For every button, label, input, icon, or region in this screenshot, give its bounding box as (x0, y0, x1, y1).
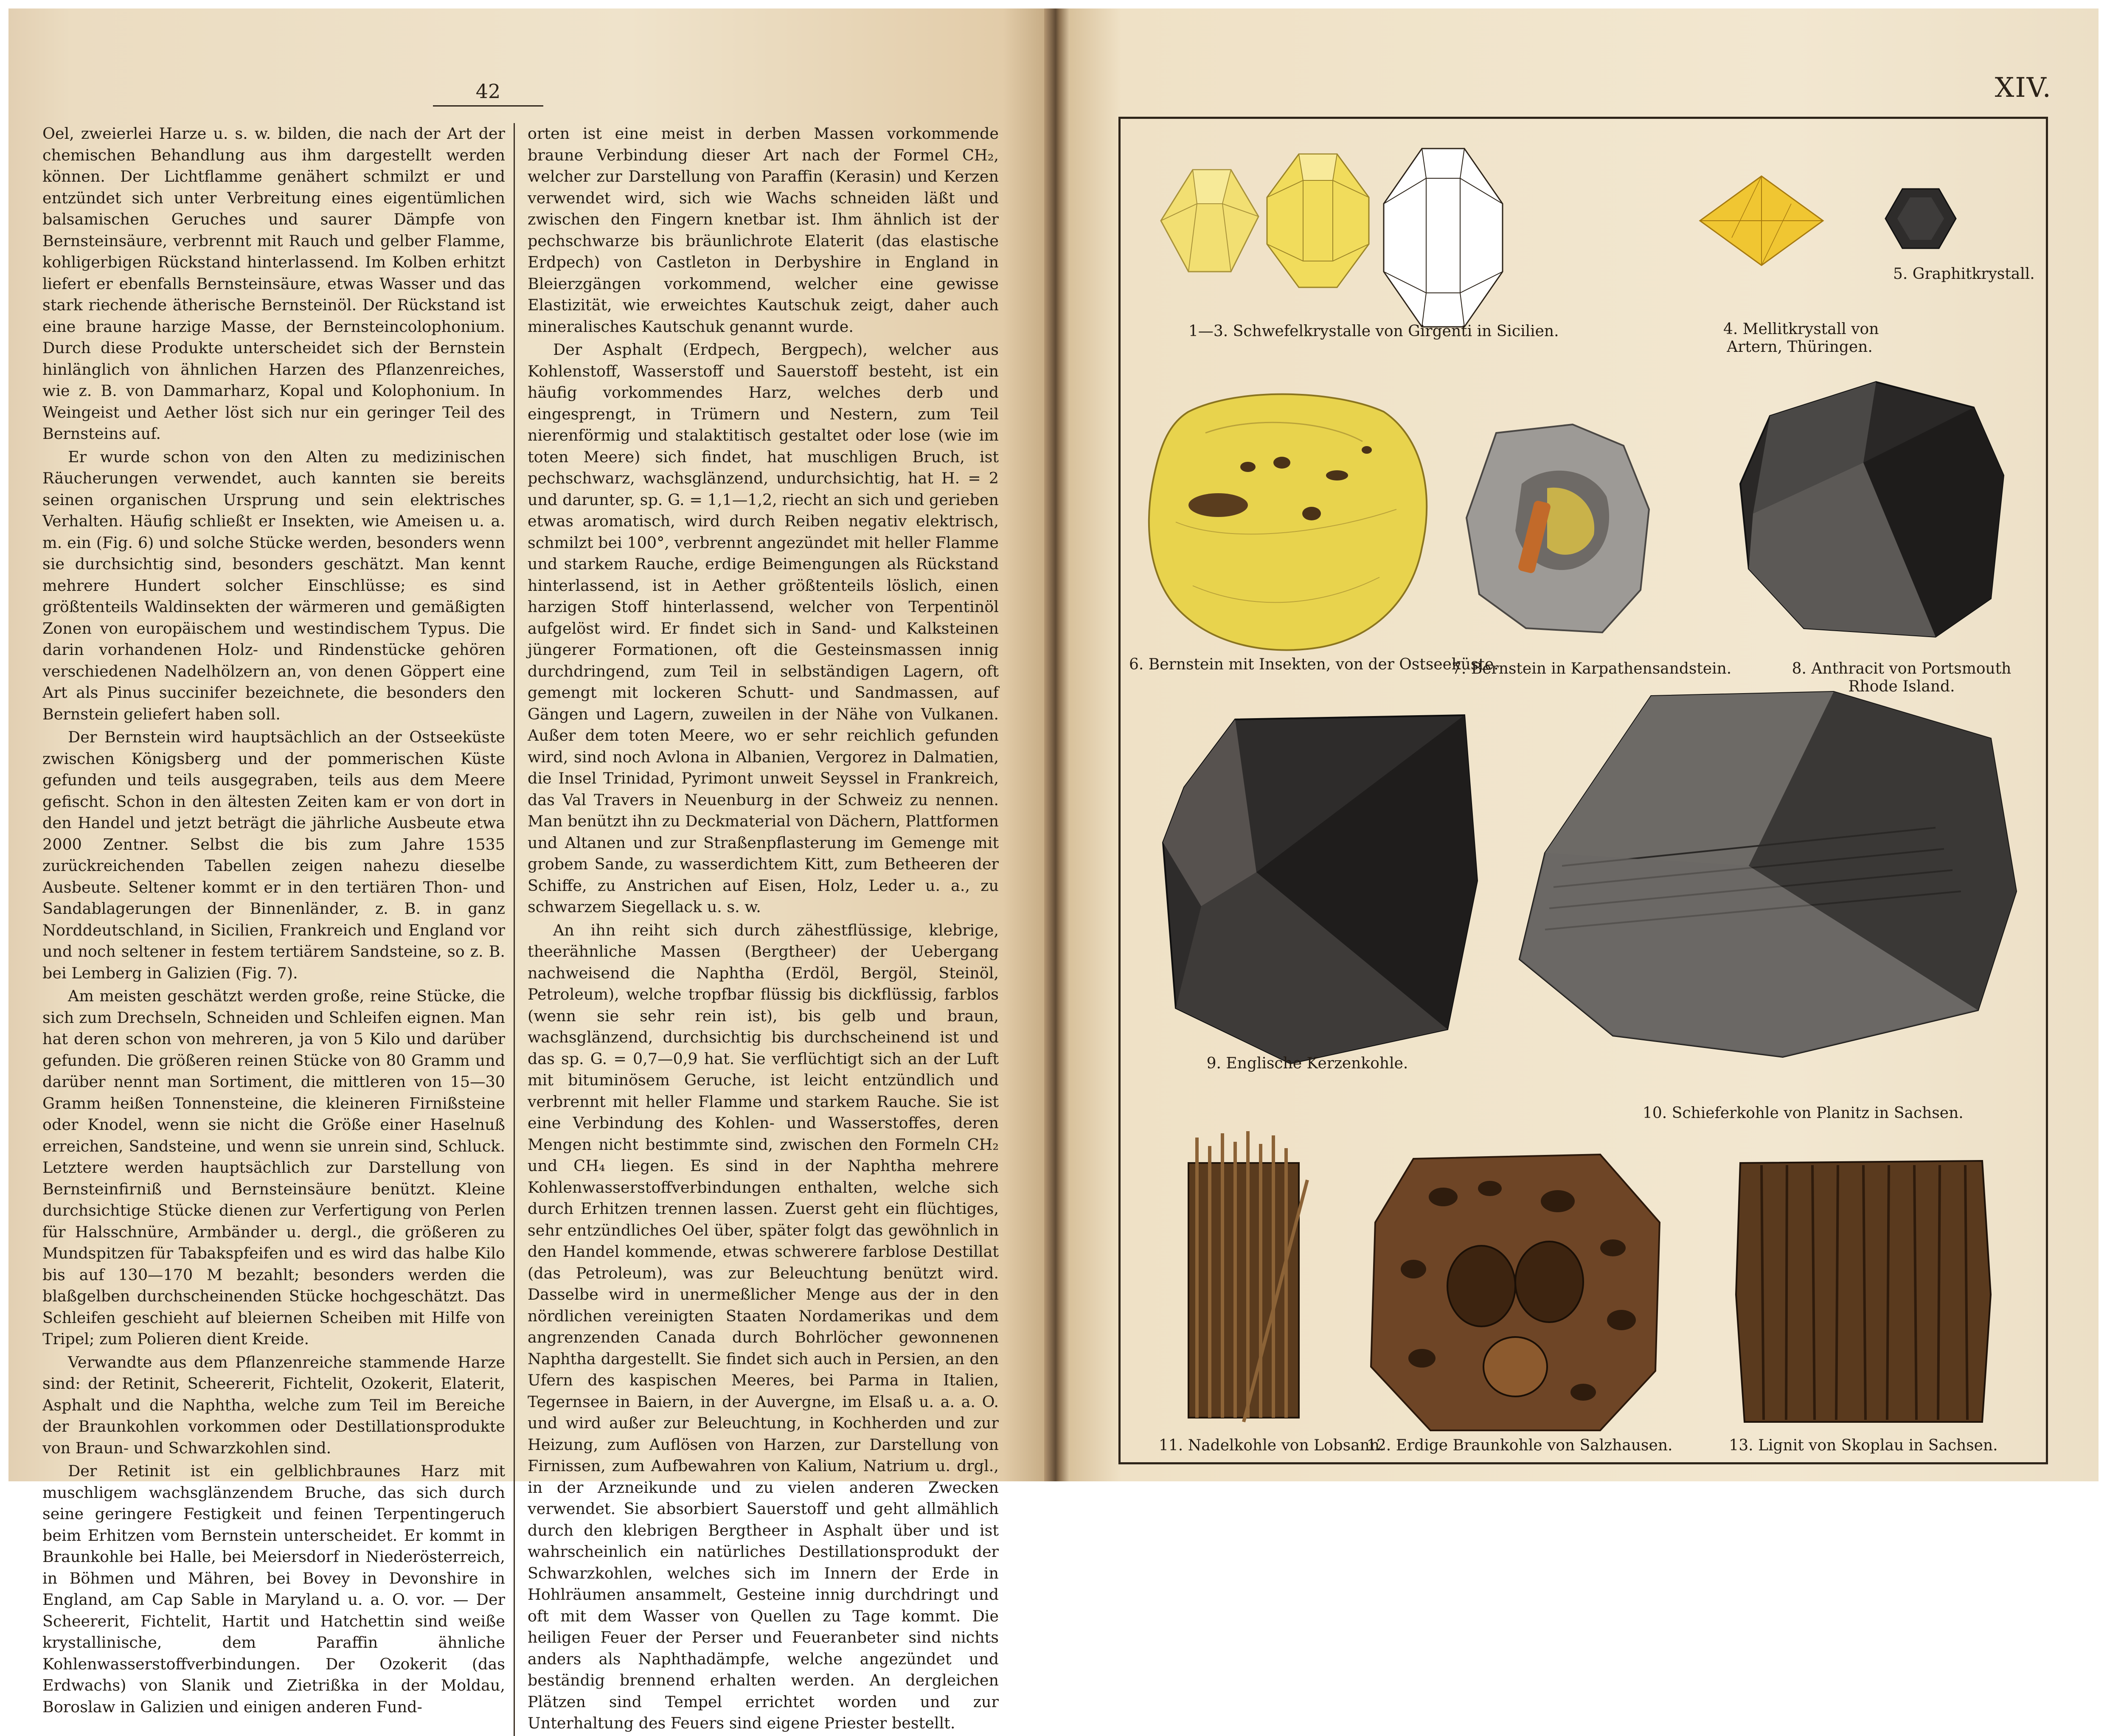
book-spread (8, 8, 2099, 1732)
sulfur-crystal-3-outline-illustration (1379, 144, 1507, 331)
slate-coal-illustration (1511, 688, 2020, 1061)
paragraph: Oel, zweierlei Harze u. s. w. bilden, die nach der Art der chemischen Behandlung aus ihm dargestellt werden können. Der Lichtflamme genähert schmilzt er und entzündet sich unter Verbreitung eines eigentümlichen balsamischen Geruches und saurer Dämpfe von Bernsteinsäure, verbrennt mit Rauch und gelber Flamme, kohligerbigen Rückstand hinterlassend. Im Kolben erhitzt liefert er ebenfalls Bernsteinsäure, etwas Wasser und das stark riechende ätherische Bernsteinöl. Der Rückstand ist eine braune harzige Masse, der Bernsteincolophonium. Durch diese Produkte unterscheidet sich der Bernstein hinlänglich von ähnlichen Harzen des Pflanzenreiches, wie z. B. von Dammarharz, Kopal und Kolophonium. In Weingeist und Aether löst sich nur ein geringer Teil des Bernsteins auf. (42, 124, 505, 443)
caption-fig8-line2: Rhode Island. (1848, 678, 1955, 695)
left-page (8, 8, 1044, 1732)
amber-in-sandstone-illustration (1462, 420, 1653, 637)
caption-fig9: 9. Englische Kerzenkohle. (1206, 1055, 1408, 1072)
mellite-crystal-illustration (1698, 174, 1825, 267)
paragraph: Der Retinit ist ein gelblichbraunes Harz mit muschligem wachsglänzendem Bruche, das sich durch seine geringere Festigkeit und feinen Terpentingeruch beim Erhitzen vom Bernstein unterscheidet. Er kommt in Braunkohle bei Halle, bei Meiersdorf in Niederösterreich, in Böhmen und Mähren, bei Bovey in Devonshire in England, am Cap Sable in Maryland u. a. O. vor. — Der Scheererit, Fichtelit, Hartit und Hatchettin sind weiße krystallinische, dem Paraffin ähnliche Kohlenwasserstoffverbindungen. Der Ozokerit (das Erdwachs) von Slanik und Zietrißka in der Moldau, Boroslaw in Galizien und einigen anderen Fund- (42, 1462, 505, 1716)
sulfur-crystal-1-illustration (1159, 166, 1261, 276)
needle-coal-illustration (1180, 1129, 1320, 1426)
plate-frame (1118, 117, 2048, 1464)
caption-fig1-3: 1—3. Schwefelkrystalle von Girgenti in Sicilien. (1188, 323, 1559, 340)
paragraph: orten ist eine meist in derben Massen vorkommende braune Verbindung dieser Art nach der Formel CH₂, welcher zur Darstellung von Paraffin (Kerasin) und Kerzen verwendet wird, sich wie Wachs schneiden läßt und zwischen den Fingern knetbar ist. Ihm ähnlich ist der pechschwarze bis bräunlichrote Elaterit (das elastische Erdpech) von Castleton in Derbyshire in England in Bleierzgängen vorkommend, welcher eine gewisse Elastizität, wie erweichtes Kautschuk zeigt, daher auch mineralisches Kautschuk genannt wurde. (528, 124, 999, 336)
paragraph: Der Bernstein wird hauptsächlich an der Ostseeküste zwischen Königsberg und der pommerischen Küste gefunden und teils ausgegraben, teils aus dem Meere gefischt. Schon in den ältesten Zeiten kam er von dort in den Handel und jetzt beträgt die jährliche Ausbeute etwa 2000 Zentner. Selbst die bis zum Jahre 1535 zurückreichenden Tabellen zeigen nahezu dieselbe Ausbeute. Seltener kommt er in den tertiären Thon- und Sandablagerungen der Binnenländer, z. B. in ganz Norddeutschland, in Sicilien, Frankreich und England vor und noch seltener in festem tertiärem Sandsteine, so z. B. bei Lemberg in Galizien (Fig. 7). (42, 728, 505, 982)
caption-fig10: 10. Schieferkohle von Planitz in Sachsen. (1643, 1104, 1964, 1122)
book-gutter (1044, 8, 1070, 1481)
paragraph: Er wurde schon von den Alten zu medizinischen Räucherungen verwendet, auch kannten sie bereits seinen organischen Ursprung und sein elektrisches Verhalten. Häufig schließt er Insekten, wie Ameisen u. a. m. ein (Fig. 6) und solche Stücke werden, besonders wenn sie durchsichtig sind, besonders geschätzt. Man kennt mehrere Hundert solcher Einschlüsse; es sind größtenteils Waldinsekten der wärmeren und gemäßigten Zonen von europäischem und westindischem Typus. Die darin vorhandenen Holz- und Rindenstücke gehören verschiedenen Nadelhölzern an, von denen Göppert eine Art als Pinus succinifer bezeichnete, die besonders den Bernstein geliefert haben soll. (42, 447, 505, 723)
caption-fig8-line1: 8. Anthracit von Portsmouth (1792, 660, 2011, 677)
caption-fig12: 12. Erdige Braunkohle von Salzhausen. (1367, 1437, 1673, 1454)
sulfur-crystal-2-illustration (1265, 151, 1371, 291)
page-number: 42 (433, 80, 543, 107)
anthracite-illustration (1736, 378, 2008, 641)
graphite-crystal-illustration (1885, 187, 1957, 250)
paragraph: Verwandte aus dem Pflanzenreiche stammende Harze sind: der Retinit, Scheererit, Fichtelit, Ozokerit, Elaterit, Asphalt und die Naphtha, welche zum Teil im Bereiche der Braunkohlen vorkommen oder Destillationsprodukte von Braun- und Schwarzkohlen sind. (42, 1353, 505, 1457)
amber-with-insects-illustration (1142, 382, 1435, 654)
caption-fig5: 5. Graphitkrystall. (1893, 265, 2035, 283)
caption-fig7: 7. Bernstein in Karpathensandstein. (1452, 660, 1732, 677)
lignite-illustration (1732, 1155, 1995, 1426)
paragraph: An ihn reiht sich durch zähestflüssige, klebrige, theerähnliche Massen (Bergtheer) der Uebergang nachweisend die Naphtha (Erdöl, Bergöl, Steinöl, Petroleum), welche tropfbar flüssig bis dickflüssig, farblos (wenn sie sehr rein ist), bis gelb und braun, wachsglänzend, durchsichtig bis durchscheinend ist und das sp. G. = 0,7—0,9 hat. Sie verflüchtigt sich an der Luft mit bituminösem Geruche, ist leicht entzündlich und verbrennt mit heller Flamme und starkem Rauche. Sie ist eine Verbindung des Kohlen- und Wasserstoffes, deren Mengen nicht bestimmte sind, zwischen den Formeln CH₂ und CH₄ liegen. Es sind in der Naphtha mehrere Kohlenwasserstoffverbindungen enthalten, welche sich durch Erhitzen trennen lassen. Zuerst geht ein flüchtiges, sehr entzündliches Oel über, später folgt das gewöhnlich in den Handel kommende, etwas schwerere farblose Destillat (das Petroleum), was zur Beleuchtung benützt wird. Dasselbe wird in unermeßlicher Menge aus der in den nördlichen vereinigten Staaten Nordamerikas und dem angrenzenden Canada durch Bohrlöcher gewonnenen Naphtha dargestellt. Sie findet sich auch in Persien, an den Ufern des kaspischen Meeres, bei Parma in Italien, Tegernsee in Baiern, in der Auvergne, im Elsaß u. a. a. O. und wird außer zur Beleuchtung, in Kochherden und zur Heizung, zum Auflösen von Harzen, zur Darstellung von Firnissen, zum Aufbewahren von Kalium, Natrium u. drgl., in der Arzneikunde und zu vielen anderen Zwecken verwendet. Sie absorbiert Sauerstoff und geht allmählich durch den klebrigen Bergtheer in Asphalt über und ist wahrscheinlich ein natürliches Destillationsprodukt der Schwarzkohlen, welches sich im Innern der Erde in Hohlräumen ansammelt, Gesteine innig durchdringt und oft mit dem Wasser von Quellen zu Tage kommt. Die heiligen Feuer der Perser und Feueranbeter sind nichts anders als Naphthadämpfe, welche angezündet und beständig brennend erhalten werden. An dergleichen Plätzen sind Tempel errichtet worden und zur Unterhaltung des Feuers sind eigene Priester bestellt. (528, 921, 999, 1732)
caption-fig11: 11. Nadelkohle von Lobsann. (1159, 1437, 1385, 1454)
text-column-right (514, 123, 999, 1736)
paragraph: Am meisten geschätzt werden große, reine Stücke, die sich zum Drechseln, Schneiden und Schleifen eignen. Man hat deren schon von mehreren, ja von 5 Kilo und darüber gefunden. Die größeren reinen Stücke von 80 Gramm und darüber nennt man Sortiment, die mittleren von 15—30 Gramm heißen Tonnensteine, die kleineren Firnißsteine oder Knodel, wenn sie nicht die Größe einer Haselnuß erreichen, Sandsteine, und wenn sie unrein sind, Schluck. Letztere werden hauptsächlich zur Darstellung von Bernsteinfirniß und Bernsteinsäure benützt. Kleine durchsichtige Stücke dienen zur Verfertigung von Perlen für Halsschnüre, Armbänder u. dergl., die größeren zu Mundspitzen für Tabakspfeifen und es wird das halbe Kilo bis auf 130—170 M bezahlt; besonders werden die blaßgelben durchscheinenden Stücke hochgeschätzt. Das Schleifen geschieht auf bleiernen Scheiben mit Hilfe von Tripel; zum Polieren dient Kreide. (42, 987, 505, 1348)
caption-fig4-line2: Artern, Thüringen. (1727, 338, 1873, 356)
right-page-plate (1070, 8, 2099, 1481)
caption-fig4-line1: 4. Mellitkrystall von (1723, 320, 1879, 338)
earthy-brown-coal-illustration (1363, 1142, 1668, 1435)
cannel-coal-illustration (1150, 702, 1481, 1067)
paragraph: Der Asphalt (Erdpech, Bergpech), welcher aus Kohlenstoff, Wasserstoff und Sauerstoff besteht, ist ein häufig vorkommendes Harz, welches derb und eingesprengt, in Trümern und Nestern, zum Teil nierenförmig und stalaktitisch gestaltet oder lose (wie im toten Meere) sich findet, hat muschligen Bruch, ist pechschwarz, wachsglänzend, undurchsichtig, hat H. = 2 und darunter, sp. G. = 1,1—1,2, riecht an sich und gerieben etwas aromatisch, wird durch Reiben negativ elektrisch, schmilzt bei 100°, verbrennt angezündet mit heller Flamme und starkem Rauche, erdige Beimengungen als Rückstand hinterlassend, ist in Aether größtenteils löslich, einen harzigen Stoff hinterlassend, welcher von Terpentinöl aufgelöst wird. Er findet sich in Sand- und Kalksteinen jüngerer Formationen, oft die Gesteinsmassen innig durchdringend, zum Teil in selbständigen Lagern, oft gemengt mit lockeren Schutt- und Sandmassen, auf Gängen und Lagern, zuweilen in der Nähe von Vulkanen. Außer dem toten Meere, wo er sehr reichlich gefunden wird, sind noch Avlona in Albanien, Vergorez in Dalmatien, die Insel Trinidad, Pyrimont unweit Seyssel in Frankreich, das Val Travers in Neuenburg in der Schweiz zu nennen. Man benützt ihn zu Deckmaterial von Dächern, Plattformen und Altanen und zur Straßenpflasterung im Gemenge mit grobem Sande, zu wasserdichtem Kitt, zum Betheeren der Schiffe, zu Anstrichen auf Eisen, Holz, Leder u. a., zu schwarzem Siegellack u. s. w. (528, 340, 999, 916)
caption-fig6: 6. Bernstein mit Insekten, von der Ostseeküste. (1129, 656, 1499, 673)
text-column-left (42, 123, 505, 1719)
caption-fig13: 13. Lignit von Skoplau in Sachsen. (1729, 1437, 1998, 1454)
plate-number: XIV. (1995, 72, 2052, 104)
